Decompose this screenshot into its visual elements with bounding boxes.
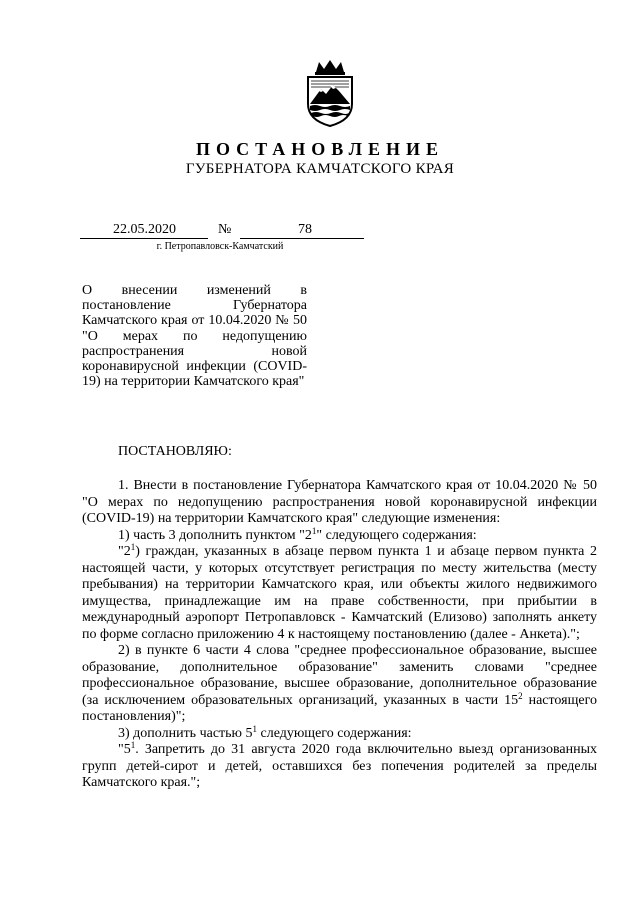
paragraph-4: 2) в пункте 6 части 4 слова "среднее профессиональное образование, высшее образование, дополнительное образование" заменить словами "среднее профессиональное образование, высшее образование, дополнительное образование (за исключением образовательных организаций, указанных в части $15^2$ настоящего постановления)"; <box>82 643 597 724</box>
date-underline <box>80 238 208 239</box>
kamchatka-coat-of-arms-icon <box>299 58 361 128</box>
document-title: ПОСТАНОВЛЕНИЕ <box>195 139 445 159</box>
document-number: 78 <box>298 222 312 237</box>
paragraph-6: "$5^1$. Запретить до 31 августа 2020 года включительно выезд организованных групп детей-сирот и детей, оставшихся без попечения родителей за пределы Камчатского края."; <box>82 740 597 790</box>
number-sign: № <box>218 222 232 237</box>
document-subject: О внесении изменений в постановление Губернатора Камчатского края от 10.04.2020 № 50 "О мерах по недопущению распространения новой коронавирусной инфекции (COVID-19) на территории Камчатского края" <box>82 283 307 390</box>
document-date: 22.05.2020 <box>113 222 176 237</box>
document-subtitle: ГУБЕРНАТОРА КАМЧАТСКОГО КРАЯ <box>185 161 455 177</box>
document-body <box>82 478 597 792</box>
paragraph-5: 3) дополнить частью $5^1$ следующего содержания: <box>118 723 412 741</box>
paragraph-2: 1) часть 3 дополнить пунктом "$2^1$" следующего содержания: <box>118 525 477 543</box>
registration-line <box>80 222 364 240</box>
paragraph-1: 1. Внести в постановление Губернатора Камчатского края от 10.04.2020 № 50 "О мерах по недопущению распространения новой коронавирусной инфекции (COVID-19) на территории Камчатского края" следующие изменения: <box>82 478 597 526</box>
paragraph-3: "$2^1$) граждан, указанных в абзаце первом пункта 1 и абзаце первом пункта 2 настоящей части, у которых отсутствует регистрация по месту жительства (месту пребывания) на территории Камчатского края, или объекты жилого недвижимого имущества, принадлежащие им на праве собственности, при прибытии в международный аэропорт Петропавловск - Камчатский (Елизово) заполнять анкету по форме согласно приложению 4 к настоящему постановлению (далее - Анкета)."; <box>82 542 597 642</box>
city-line: г. Петропавловск-Камчатский <box>156 241 284 252</box>
resolve-heading: ПОСТАНОВЛЯЮ: <box>118 444 232 459</box>
number-underline <box>240 238 364 239</box>
